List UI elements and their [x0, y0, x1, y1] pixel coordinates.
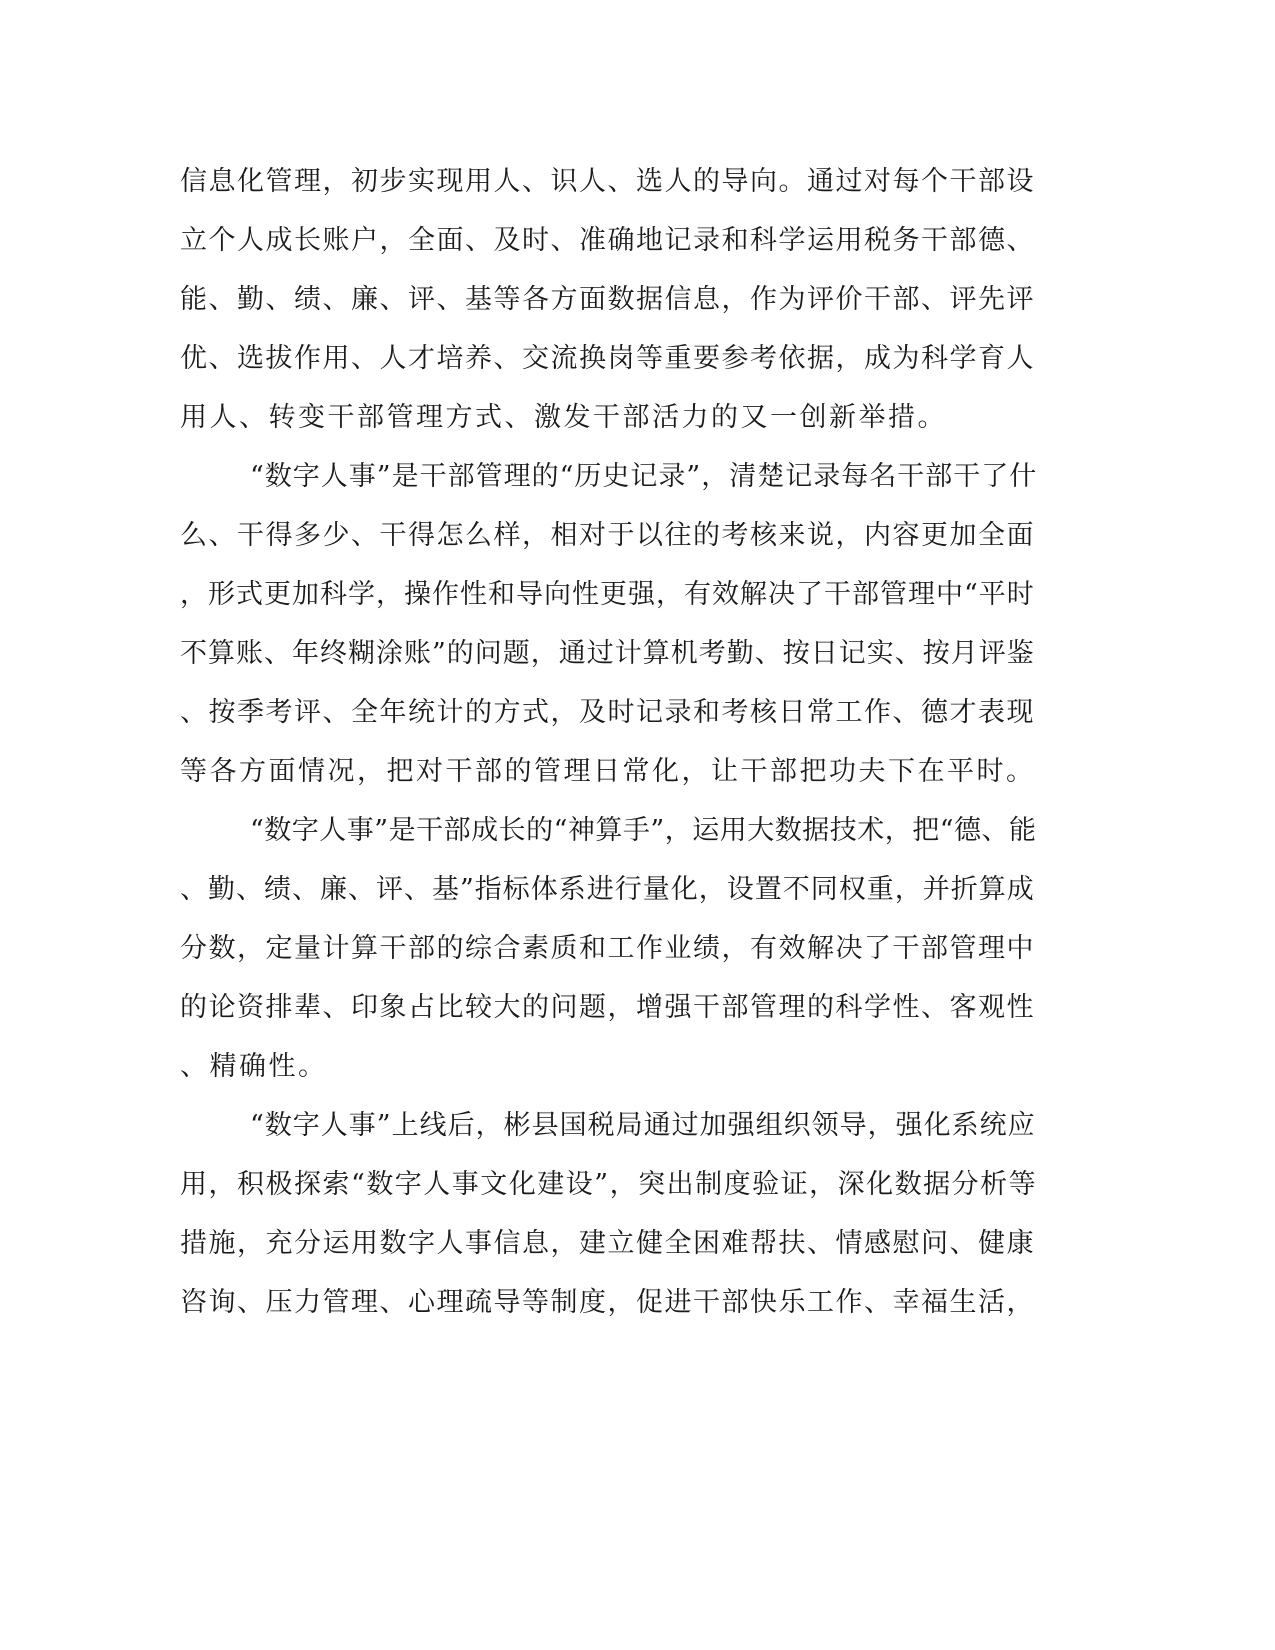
paragraph-first-line: “数字人事”上线后，彬县国税局通过加强组织领导，强化系统应	[250, 1110, 1036, 1141]
text-line: 咨询、压力管理、心理疏导等制度，促进干部快乐工作、幸福生活，	[180, 1287, 1035, 1318]
text-line: 、按季考评、全年统计的方式，及时记录和考核日常工作、德才表现	[180, 697, 1035, 728]
text-line: 优、选拔作用、人才培养、交流换岗等重要参考依据，成为科学育人	[180, 343, 1035, 374]
paragraph-first-line: “数字人事”是干部成长的“神算手”，运用大数据技术，把“德、能	[250, 815, 1037, 846]
text-line: 、勤、绩、廉、评、基”指标体系进行量化，设置不同权重，并折算成	[180, 874, 1035, 905]
paragraph-first-line: “数字人事”是干部管理的“历史记录”，清楚记录每名干部干了什	[250, 461, 1038, 492]
text-line: 么、干得多少、干得怎么样，相对于以往的考核来说，内容更加全面	[180, 520, 1035, 551]
text-line: 不算账、年终糊涂账”的问题，通过计算机考勤、按日记实、按月评鉴	[180, 638, 1035, 669]
text-line: 立个人成长账户，全面、及时、准确地记录和科学运用税务干部德、	[180, 225, 1035, 256]
text-line: 的论资排辈、印象占比较大的问题，增强干部管理的科学性、客观性	[180, 992, 1035, 1023]
text-line: 信息化管理，初步实现用人、识人、选人的导向。通过对每个干部设	[180, 166, 1035, 197]
text-line: 等各方面情况，把对干部的管理日常化，让干部把功夫下在平时。	[180, 756, 1036, 787]
text-line: 用，积极探索“数字人事文化建设”，突出制度验证，深化数据分析等	[180, 1169, 1038, 1200]
text-line: 分数，定量计算干部的综合素质和工作业绩，有效解决了干部管理中	[180, 933, 1035, 964]
text-line: 、精确性。	[180, 1051, 328, 1082]
text-line: 能、勤、绩、廉、评、基等各方面数据信息，作为评价干部、评先评	[180, 284, 1035, 315]
body-text	[180, 152, 1040, 1332]
text-line: 用人、转变干部管理方式、激发干部活力的又一创新举措。	[180, 402, 947, 433]
text-line: 措施，充分运用数字人事信息，建立健全困难帮扶、情感慰问、健康	[180, 1228, 1035, 1259]
text-line: ，形式更加科学，操作性和导向性更强，有效解决了干部管理中“平时	[180, 579, 1035, 610]
